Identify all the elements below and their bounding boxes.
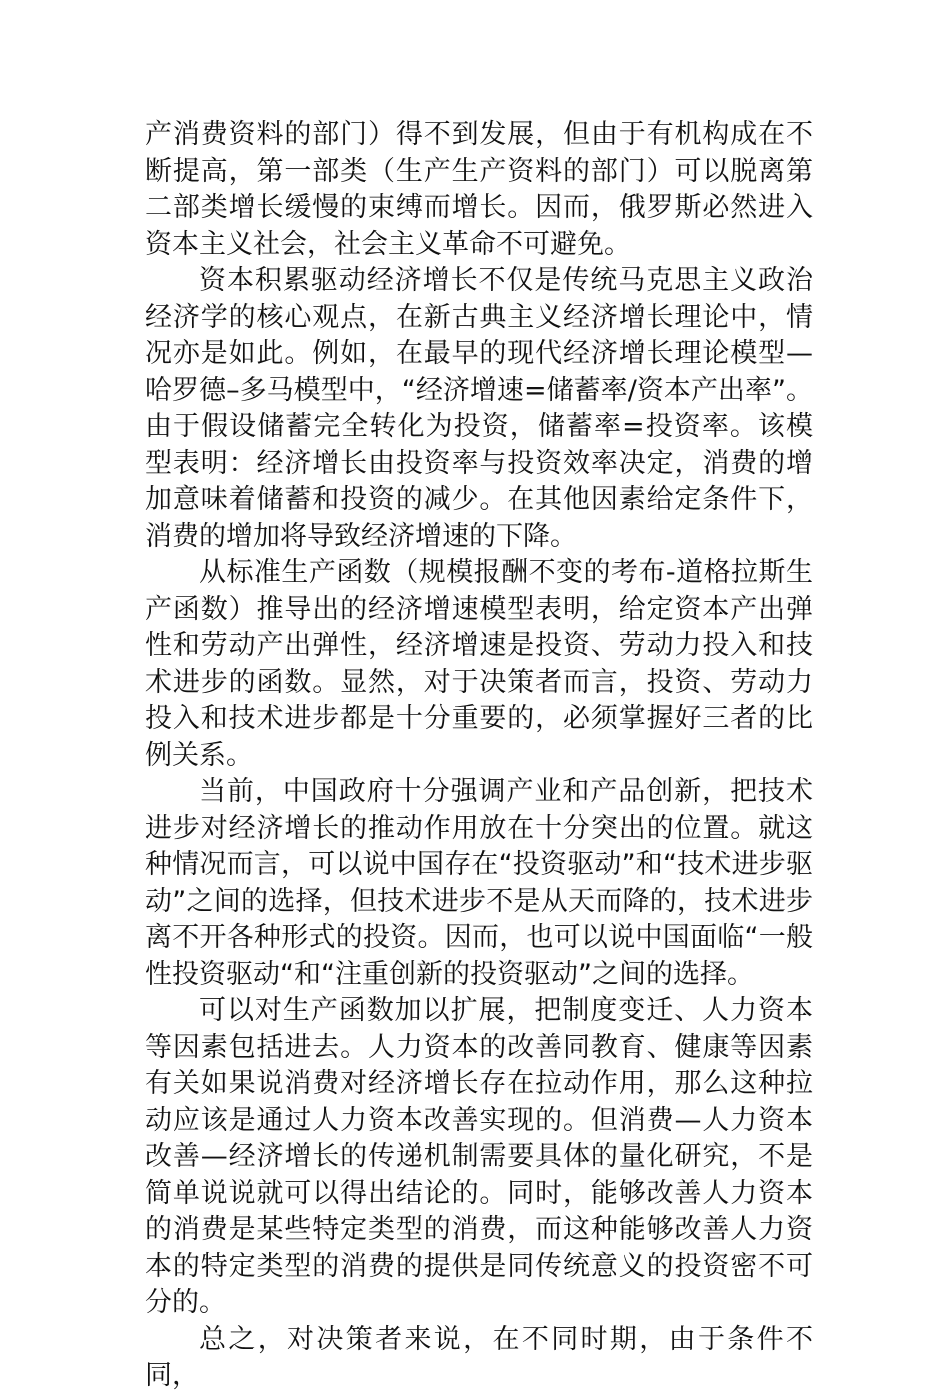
paragraph-conclusion: 总之，对决策者来说，在不同时期，由于条件不同，: [145, 1323, 813, 1391]
document-body: [145, 117, 813, 1395]
paragraph-production-function: 从标准生产函数（规模报酬不变的考布-道格拉斯生产函数）推导出的经济增速模型表明，给定资本产出弹性和劳动产出弹性，经济增速是投资、劳动力投入和技术进步的函数。显然，对于决策者而言，投资、劳动力投入和技术进步都是十分重要的，必须掌握好三者的比例关系。: [145, 557, 813, 771]
paragraph-continuation: 产消费资料的部门）得不到发展，但由于有机构成在不断提高，第一部类（生产生产资料的部门）可以脱离第二部类增长缓慢的束缚而增长。因而，俄罗斯必然进入资本主义社会，社会主义革命不可避免。: [145, 119, 813, 260]
paragraph-capital-accumulation: 资本积累驱动经济增长不仅是传统马克思主义政治经济学的核心观点，在新古典主义经济增长理论中，情况亦是如此。例如，在最早的现代经济增长理论模型—哈罗德–多马模型中，“经济增速=储蓄率/资本产出率”。由于假设储蓄完全转化为投资，储蓄率=投资率。该模型表明：经济增长由投资率与投资效率决定，消费的增加意味着储蓄和投资的减少。在其他因素给定条件下，消费的增加将导致经济增速的下降。: [145, 265, 813, 552]
paragraph-human-capital: 可以对生产函数加以扩展，把制度变迁、人力资本等因素包括进去。人力资本的改善同教育、健康等因素有关如果说消费对经济增长存在拉动作用，那么这种拉动应该是通过人力资本改善实现的。但消费—人力资本改善—经济增长的传递机制需要具体的量化研究，不是简单说说就可以得出结论的。同时，能够改善人力资本的消费是某些特定类型的消费，而这种能够改善人力资本的特定类型的消费的提供是同传统意义的投资密不可分的。: [145, 995, 813, 1318]
paragraph-innovation: 当前，中国政府十分强调产业和产品创新，把技术进步对经济增长的推动作用放在十分突出的位置。就这种情况而言，可以说中国存在“投资驱动”和“技术进步驱动”之间的选择，但技术进步不是从天而降的，技术进步离不开各种形式的投资。因而，也可以说中国面临“一般性投资驱动“和“注重创新的投资驱动”之间的选择。: [145, 776, 813, 990]
